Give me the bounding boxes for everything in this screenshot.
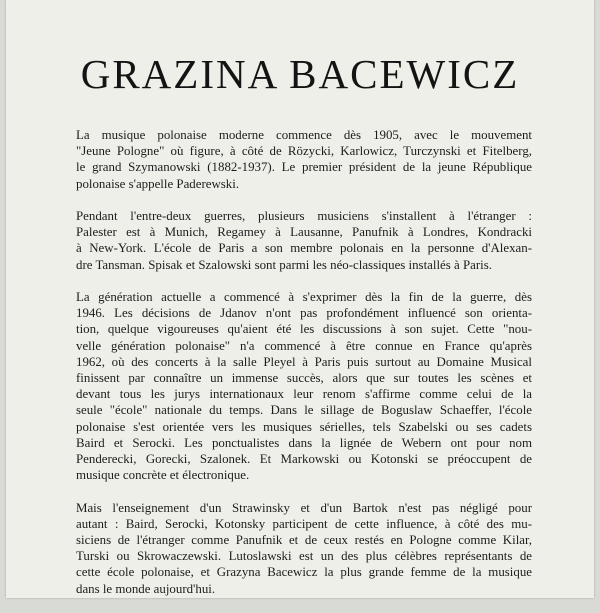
text-line: seule "école" nationale du temps. Dans le sillage de Boguslaw Schaeffer, l'école [76,403,532,418]
text-line: dre Tansman. Spisak et Szalowski sont parmi les néo-classiques installés à Paris. [76,257,492,272]
body-text [76,127,532,613]
text-line: polonaise s'appelle Paderewski. [76,176,240,191]
text-line: 1946. Les décisions de Jdanov n'ont pas profondément influencé son orienta- [76,306,532,321]
text-line: La génération actuelle a commencé à s'exprimer dès la fin de la guerre, dès [76,290,532,304]
text-line: velle génération polonaise" n'a commencé à être connue en France qu'après [76,338,532,353]
liner-notes-page [6,0,594,598]
page-title: GRAZINA BACEWICZ [80,51,520,97]
text-line: dans le monde aujourd'hui. [76,581,216,596]
text-line: Turski ou Skrowaczewski. Lutoslawski est un des plus célèbres représentants de [76,549,532,564]
text-line: Mais l'enseignement d'un Strawinsky et d'un Bartok n'est pas négligé pour [76,500,532,515]
text-line: tion, quelque vigoureuses qu'aient été les discussions à son sujet. Cette "nou- [76,322,532,337]
text-line: Baird et Serocki. Les ponctualistes dans la lignée de Webern ont pour nom [76,435,532,450]
paragraph-1 [76,127,532,192]
text-line: siciens de l'étranger comme Panufnik et de ceux restés en Pologne comme Kilar, [76,533,532,548]
text-line: devant tous les jurys internationaux leur renom s'affirme comme celui de la [76,387,532,402]
text-line: Penderecki, Gorecki, Szalonek. Et Markowski ou Kotonski se préoccupent de [76,452,532,467]
paragraph-3 [76,289,532,483]
paragraph-4 [76,500,532,597]
paragraph-2 [76,208,532,273]
text-line: cette école polonaise, et Grazyna Bacewicz la plus grande femme de la musique [76,565,532,580]
text-line: le grand Szymanowski (1882-1937). Le premier président de la jeune République [76,160,532,175]
text-line: La musique polonaise moderne commence dès 1905, avec le mouvement [76,128,532,142]
text-line: à New-York. L'école de Paris a son membre polonais en la personne d'Alexan- [76,241,532,256]
text-line: 1962, où des concerts à la salle Pleyel à Paris puis surtout au Domaine Musical [76,354,532,369]
text-line: "Jeune Pologne" où figure, à côté de Rözycki, Karlowicz, Turczynski et Fitelberg, [76,144,532,159]
text-line: Pendant l'entre-deux guerres, plusieurs musiciens s'installent à l'étranger : [76,209,532,223]
text-line: Palester est à Munich, Regamey à Lausanne, Panufnik à Londres, Kondracki [76,225,532,240]
text-line: autant : Baird, Serocki, Kotonsky participent de cette influence, à côté des mu- [76,516,532,531]
text-line: finissent par connaître un immense succès, alors que sur toutes les scènes et [76,371,532,386]
text-line: polonaise s'est orientée vers les musiques sérielles, tels Szabelski ou ses cadets [76,419,532,434]
text-line: musique concrète et électronique. [76,468,250,483]
